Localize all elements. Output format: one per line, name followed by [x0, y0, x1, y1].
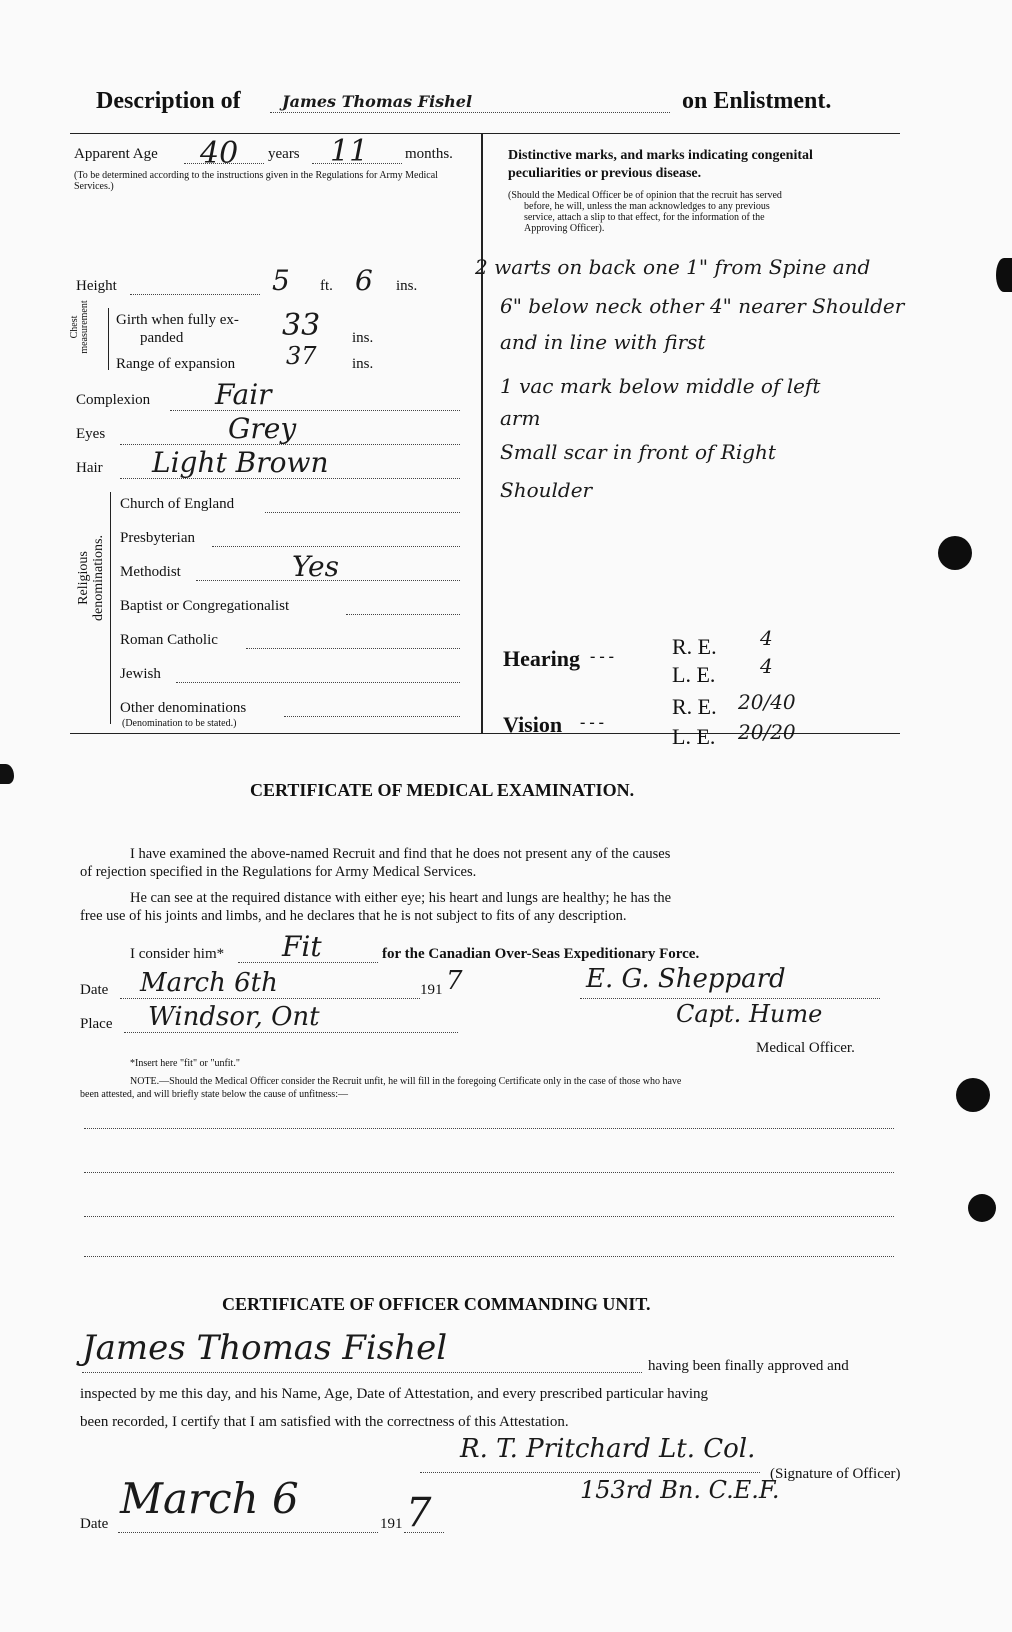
- age-years: 40: [200, 136, 239, 171]
- commanding-year-hw: 7: [406, 1490, 432, 1536]
- marks-line-1: 2 warts on back one 1" from Spine and: [475, 255, 871, 279]
- officer-signature: E. G. Sheppard: [586, 964, 786, 994]
- height-label: Height: [76, 278, 117, 294]
- commanding-p-1: having been finally approved and: [648, 1358, 849, 1374]
- consider-rest: for the Canadian Over-Seas Expeditionary Force.: [382, 946, 700, 962]
- signature-of-officer: (Signature of Officer): [770, 1466, 901, 1482]
- presbyterian-line: [212, 546, 460, 547]
- commanding-p-3: been recorded, I certify that I am satisfied with the correctness of this Attestation.: [80, 1414, 569, 1430]
- height-in: 6: [355, 264, 373, 297]
- medical-title: CERTIFICATE OF MEDICAL EXAMINATION.: [250, 780, 635, 800]
- other-denominations: Other denominations: [120, 700, 247, 716]
- vision-label: Vision: [503, 712, 563, 737]
- roman-catholic: Roman Catholic: [120, 632, 218, 648]
- medical-date-line: [120, 998, 420, 999]
- commanding-year-line: [404, 1532, 444, 1533]
- methodist: Methodist: [120, 564, 181, 580]
- punch-hole-edge: [996, 258, 1012, 292]
- chest-bracket: [108, 308, 109, 370]
- hearing-le-value: 4: [760, 654, 773, 678]
- unfit-line-1: [84, 1128, 894, 1129]
- marks-heading-1: Distinctive marks, and marks indicating congenital: [508, 148, 813, 163]
- methodist-value: Yes: [292, 550, 339, 583]
- age-note: (To be determined according to the instructions given in the Regulations for Army Medical Services.): [74, 170, 438, 192]
- medical-officer-label: Medical Officer.: [756, 1040, 855, 1056]
- marks-line-5: arm: [500, 406, 541, 430]
- unfit-note-2: been attested, and will briefly state below the cause of unfitness:—: [80, 1089, 348, 1100]
- complexion-value: Fair: [215, 378, 272, 411]
- months-label: months.: [405, 146, 453, 162]
- marks-line-6: Small scar in front of Right: [500, 440, 776, 464]
- hair-label: Hair: [76, 460, 103, 476]
- scan-mark: [0, 764, 14, 784]
- medical-p1-line1: I have examined the above-named Recruit and find that he does not present any of the causes: [130, 846, 671, 862]
- hearing-re-value: 4: [760, 626, 773, 650]
- marks-note-1: (Should the Medical Officer be of opinion that the recruit has served: [508, 190, 782, 201]
- medical-date-year: 191: [420, 982, 443, 998]
- commanding-date-label: Date: [80, 1516, 109, 1532]
- commanding-date-line: [118, 1532, 378, 1533]
- recruit-name: James Thomas Fishel: [282, 92, 473, 111]
- consider-line: [238, 962, 378, 963]
- girth-label-2: panded: [140, 330, 184, 346]
- ft-label: ft.: [320, 278, 333, 294]
- marks-line-2: 6" below neck other 4" nearer Shoulder: [500, 294, 905, 318]
- punch-hole: [956, 1078, 990, 1112]
- girth-value: 33: [282, 308, 321, 343]
- other-note: (Denomination to be stated.): [122, 718, 237, 729]
- roman-line: [246, 648, 460, 649]
- age-months-line: [312, 163, 402, 164]
- unfit-line-4: [84, 1256, 894, 1257]
- range-label: Range of expansion: [116, 356, 236, 372]
- punch-hole: [938, 536, 972, 570]
- range-value: 37: [286, 342, 317, 370]
- complexion-label: Complexion: [76, 392, 151, 408]
- vision-dash: - - -: [580, 714, 604, 731]
- column-divider: [481, 133, 483, 733]
- vision-le-label: L. E.: [672, 724, 716, 749]
- chest-label: Chest measurement: [69, 300, 90, 354]
- religion-bracket: [110, 492, 111, 724]
- punch-hole: [968, 1194, 996, 1222]
- marks-line-4: 1 vac mark below middle of left: [500, 374, 821, 398]
- commanding-p-2: inspected by me this day, and his Name, Age, Date of Attestation, and every prescribed particular having: [80, 1386, 709, 1402]
- medical-date-label: Date: [80, 982, 109, 998]
- unfit-line-3: [84, 1216, 894, 1217]
- unfit-note-1: NOTE.—Should the Medical Officer consider the Recruit unfit, he will fill in the foregoing Certificate only in the case of those who have: [130, 1076, 682, 1087]
- eyes-label: Eyes: [76, 426, 106, 442]
- eyes-value: Grey: [228, 412, 297, 445]
- commanding-title: CERTIFICATE OF OFFICER COMMANDING UNIT.: [222, 1294, 651, 1314]
- marks-note-3: service, attach a slip to that effect, for the information of the: [524, 212, 765, 223]
- church-line: [265, 512, 460, 513]
- complexion-line: [170, 410, 460, 411]
- marks-heading-2: peculiarities or previous disease.: [508, 166, 702, 181]
- church-of-england: Church of England: [120, 496, 235, 512]
- other-line: [284, 716, 460, 717]
- jewish: Jewish: [120, 666, 161, 682]
- medical-p1-line2: of rejection specified in the Regulations for Army Medical Services.: [80, 864, 477, 880]
- officer-sig-line: [580, 998, 880, 999]
- commanding-name-line: [82, 1372, 642, 1373]
- age-years-line: [184, 163, 264, 164]
- marks-note-2: before, he will, unless the man acknowledges to any previous: [524, 201, 770, 212]
- age-months: 11: [330, 134, 369, 169]
- medical-p2-line2: free use of his joints and limbs, and he declares that he is not subject to fits of any description.: [80, 908, 627, 924]
- girth-unit: ins.: [352, 330, 374, 346]
- age-label: Apparent Age: [74, 146, 158, 162]
- vision-re-label: R. E.: [672, 694, 717, 719]
- commanding-unit: 153rd Bn. C.E.F.: [580, 1476, 780, 1504]
- range-unit: ins.: [352, 356, 374, 372]
- ins-label: ins.: [396, 278, 418, 294]
- girth-label-1: Girth when fully ex-: [116, 312, 239, 328]
- jewish-line: [176, 682, 460, 683]
- commanding-recruit-name: James Thomas Fishel: [82, 1328, 448, 1368]
- medical-place-value: Windsor, Ont: [148, 1002, 320, 1032]
- header-left: Description of: [96, 88, 241, 114]
- commanding-date-value: March 6: [120, 1474, 299, 1523]
- marks-line-7: Shoulder: [500, 478, 593, 502]
- hearing-re-label: R. E.: [672, 634, 717, 659]
- hearing-dash: - - -: [590, 648, 614, 665]
- presbyterian: Presbyterian: [120, 530, 195, 546]
- consider-value: Fit: [282, 930, 322, 963]
- eyes-line: [120, 444, 460, 445]
- hearing-le-label: L. E.: [672, 662, 716, 687]
- hearing-label: Hearing: [503, 646, 580, 671]
- height-lead: [130, 294, 260, 295]
- vision-le-value: 20/20: [738, 720, 796, 744]
- commanding-year: 191: [380, 1516, 403, 1532]
- officer-rank: Capt. Hume: [676, 1000, 823, 1028]
- vision-re-value: 20/40: [738, 690, 796, 714]
- medical-date-value: March 6th: [140, 968, 278, 998]
- commanding-signature: R. T. Pritchard Lt. Col.: [460, 1434, 756, 1464]
- baptist-line: [346, 614, 460, 615]
- medical-place-label: Place: [80, 1016, 113, 1032]
- commanding-sig-line: [420, 1472, 760, 1473]
- methodist-line: [196, 580, 460, 581]
- medical-p2-line1: He can see at the required distance with either eye; his heart and lungs are healthy; he has the: [130, 890, 672, 906]
- medical-place-line: [124, 1032, 458, 1033]
- marks-note-4: Approving Officer).: [524, 223, 605, 234]
- hair-value: Light Brown: [152, 446, 329, 479]
- religion-label: Religious denominations.: [76, 535, 106, 621]
- hair-line: [120, 478, 460, 479]
- baptist: Baptist or Congregationalist: [120, 598, 290, 614]
- unfit-line-2: [84, 1172, 894, 1173]
- insert-note: *Insert here "fit" or "unfit.": [130, 1058, 240, 1069]
- top-rule: [70, 133, 900, 134]
- consider-label: I consider him*: [130, 946, 225, 962]
- header-right: on Enlistment.: [682, 88, 832, 114]
- medical-date-year-hw: 7: [446, 966, 463, 996]
- name-line: [270, 112, 670, 113]
- years-label: years: [268, 146, 300, 162]
- height-ft: 5: [272, 264, 290, 297]
- marks-line-3: and in line with first: [500, 330, 706, 354]
